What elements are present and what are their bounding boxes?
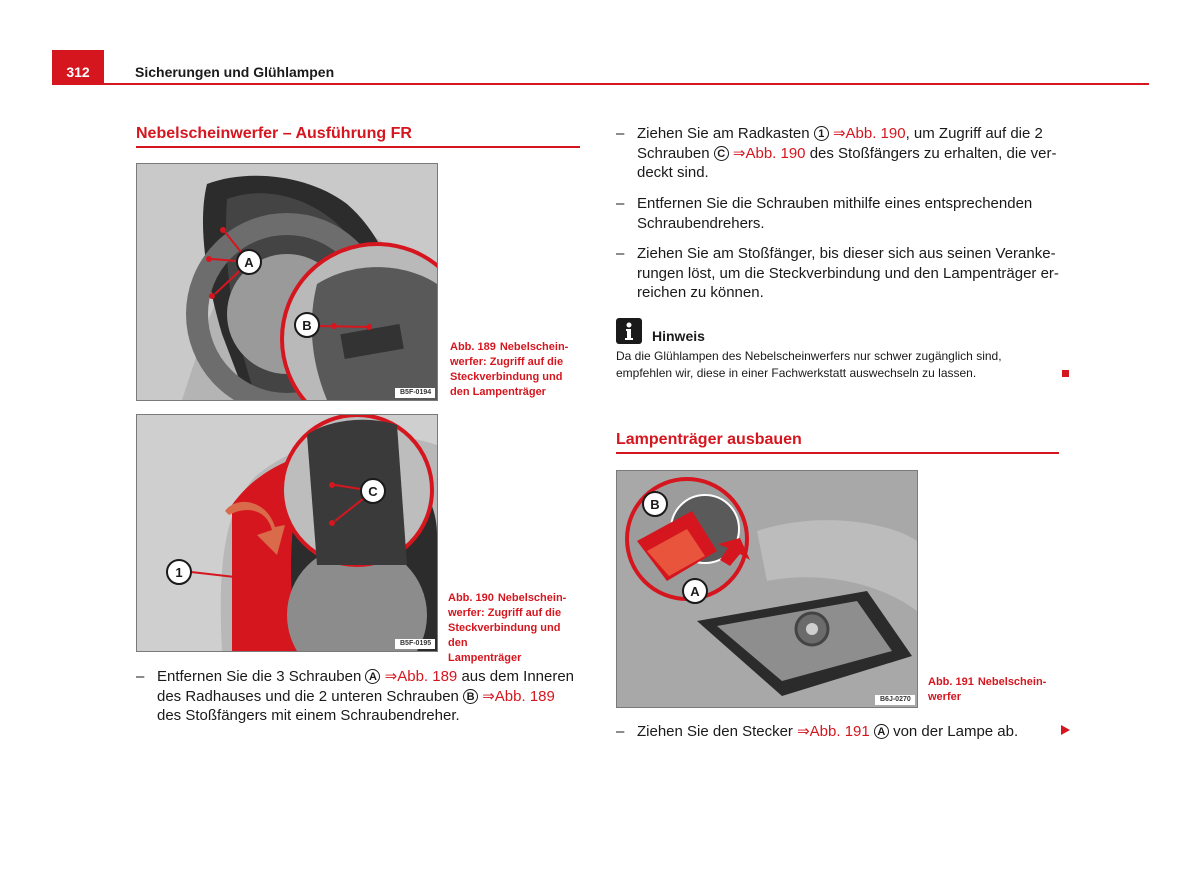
figure-190-label-c: C bbox=[368, 484, 378, 499]
page-number: 312 bbox=[66, 64, 90, 80]
figure-191-caption-line: Nebelschein- bbox=[977, 676, 1047, 688]
figure-190-caption-line: werfer: Zugriff auf die bbox=[448, 607, 562, 619]
step-text: rungen löst, um die Steckverbindung und den Lampenträger er- bbox=[637, 264, 1059, 282]
list-dash: – bbox=[616, 195, 625, 212]
info-icon bbox=[616, 318, 642, 344]
marker-badge: A bbox=[874, 724, 889, 739]
marker-badge: C bbox=[714, 146, 729, 161]
figure-189-caption-number: Abb. 189 bbox=[450, 341, 496, 353]
chapter-title: Sicherungen und Glühlampen bbox=[135, 64, 335, 80]
section-title-fr: Nebelscheinwerfer – Ausführung FR bbox=[136, 125, 412, 142]
header-rule bbox=[104, 83, 1149, 85]
figure-189-label-b: B bbox=[302, 318, 312, 333]
figure-190-label-1: 1 bbox=[175, 565, 183, 580]
figure-189-label-a: A bbox=[244, 255, 254, 270]
figure-190-caption-line: Steckverbindung und den bbox=[448, 622, 561, 649]
figure-191-label-a: A bbox=[690, 584, 700, 599]
figure-191-illustration bbox=[617, 471, 917, 707]
figure-189-caption-line: den Lampenträger bbox=[450, 386, 546, 398]
list-dash: – bbox=[136, 668, 145, 685]
figure-191-label-b: B bbox=[650, 497, 660, 512]
step-text: Schraubendrehers. bbox=[637, 214, 765, 232]
section-rule bbox=[616, 452, 1059, 454]
figure-189-code: B5F-0194 bbox=[400, 389, 432, 396]
figure-190 bbox=[136, 414, 438, 652]
figure-189-caption-line: werfer: Zugriff auf die bbox=[450, 356, 564, 368]
step-text: des Stoßfängers zu erhalten, die ver- bbox=[809, 144, 1057, 162]
step-text: , um Zugriff auf die 2 bbox=[905, 125, 1043, 142]
figure-191-caption-number: Abb. 191 bbox=[928, 676, 974, 688]
list-dash: – bbox=[616, 245, 625, 262]
step-text: Ziehen Sie am Radkasten bbox=[637, 125, 810, 142]
figure-190-caption bbox=[448, 591, 583, 666]
figure-link[interactable]: ⇒Abb. 189 bbox=[482, 687, 555, 705]
hint-line: Da die Glühlampen des Nebelscheinwerfers nur schwer zugänglich sind, bbox=[616, 349, 1002, 363]
step-text: Schrauben bbox=[637, 144, 710, 162]
figure-189 bbox=[136, 163, 438, 401]
step-text: Entfernen Sie die Schrauben mithilfe eines entsprechenden bbox=[637, 195, 1033, 212]
figure-189-caption bbox=[450, 340, 578, 400]
marker-badge: 1 bbox=[814, 126, 829, 141]
list-dash: – bbox=[616, 125, 625, 142]
figure-189-caption-line: Steckverbindung und bbox=[450, 371, 563, 383]
figure-189-illustration bbox=[137, 164, 437, 400]
figure-190-caption-line: Lampenträger bbox=[448, 652, 522, 664]
section-title-lamp-holder: Lampenträger ausbauen bbox=[616, 431, 802, 448]
step-remove-screws-tool bbox=[616, 194, 1076, 234]
end-marker bbox=[1062, 370, 1069, 377]
marker-badge: B bbox=[463, 689, 478, 704]
step-text: von der Lampe ab. bbox=[893, 723, 1019, 740]
list-dash: – bbox=[616, 723, 625, 740]
marker-badge: A bbox=[365, 669, 380, 684]
step-pull-connector bbox=[616, 722, 1076, 744]
step-pull-wheel-housing bbox=[616, 124, 1076, 184]
figure-link[interactable]: ⇒Abb. 190 bbox=[832, 125, 906, 142]
section-rule bbox=[136, 146, 580, 148]
step-text: reichen zu können. bbox=[637, 284, 764, 301]
step-text: Ziehen Sie am Stoßfänger, bis dieser sich aus seinen Veranke- bbox=[637, 245, 1056, 262]
figure-191-caption bbox=[928, 675, 1058, 705]
hint-title: Hinweis bbox=[652, 328, 705, 344]
step-text: Ziehen Sie den Stecker bbox=[637, 723, 793, 740]
figure-191 bbox=[616, 470, 918, 708]
figure-190-caption-line: Nebelschein- bbox=[497, 592, 567, 604]
step-text: des Stoßfängers mit einem Schraubendreher. bbox=[157, 707, 460, 724]
figure-190-code: B5F-0195 bbox=[400, 640, 432, 647]
step-text: des Radhauses und die 2 unteren Schrauben bbox=[157, 687, 459, 705]
step-pull-bumper bbox=[616, 244, 1076, 304]
continue-arrow-icon bbox=[1061, 725, 1070, 735]
hint-text bbox=[616, 348, 1076, 382]
figure-189-caption-line: Nebelschein- bbox=[499, 341, 569, 353]
hint-line: empfehlen wir, diese in einer Fachwerkstatt auswechseln zu lassen. bbox=[616, 366, 977, 380]
figure-link[interactable]: ⇒Abb. 191 bbox=[797, 723, 870, 740]
figure-190-illustration bbox=[137, 415, 437, 651]
step-text: Entfernen Sie die 3 Schrauben bbox=[157, 668, 362, 685]
step-text: aus dem Inneren bbox=[461, 668, 575, 685]
step-text: deckt sind. bbox=[637, 164, 709, 181]
figure-link[interactable]: ⇒Abb. 190 bbox=[732, 144, 806, 162]
figure-190-caption-number: Abb. 190 bbox=[448, 592, 494, 604]
figure-link[interactable]: ⇒Abb. 189 bbox=[384, 668, 458, 685]
figure-191-caption-line: werfer bbox=[928, 691, 962, 703]
step-remove-screws bbox=[136, 667, 596, 727]
figure-191-code: B6J-0270 bbox=[880, 696, 911, 703]
